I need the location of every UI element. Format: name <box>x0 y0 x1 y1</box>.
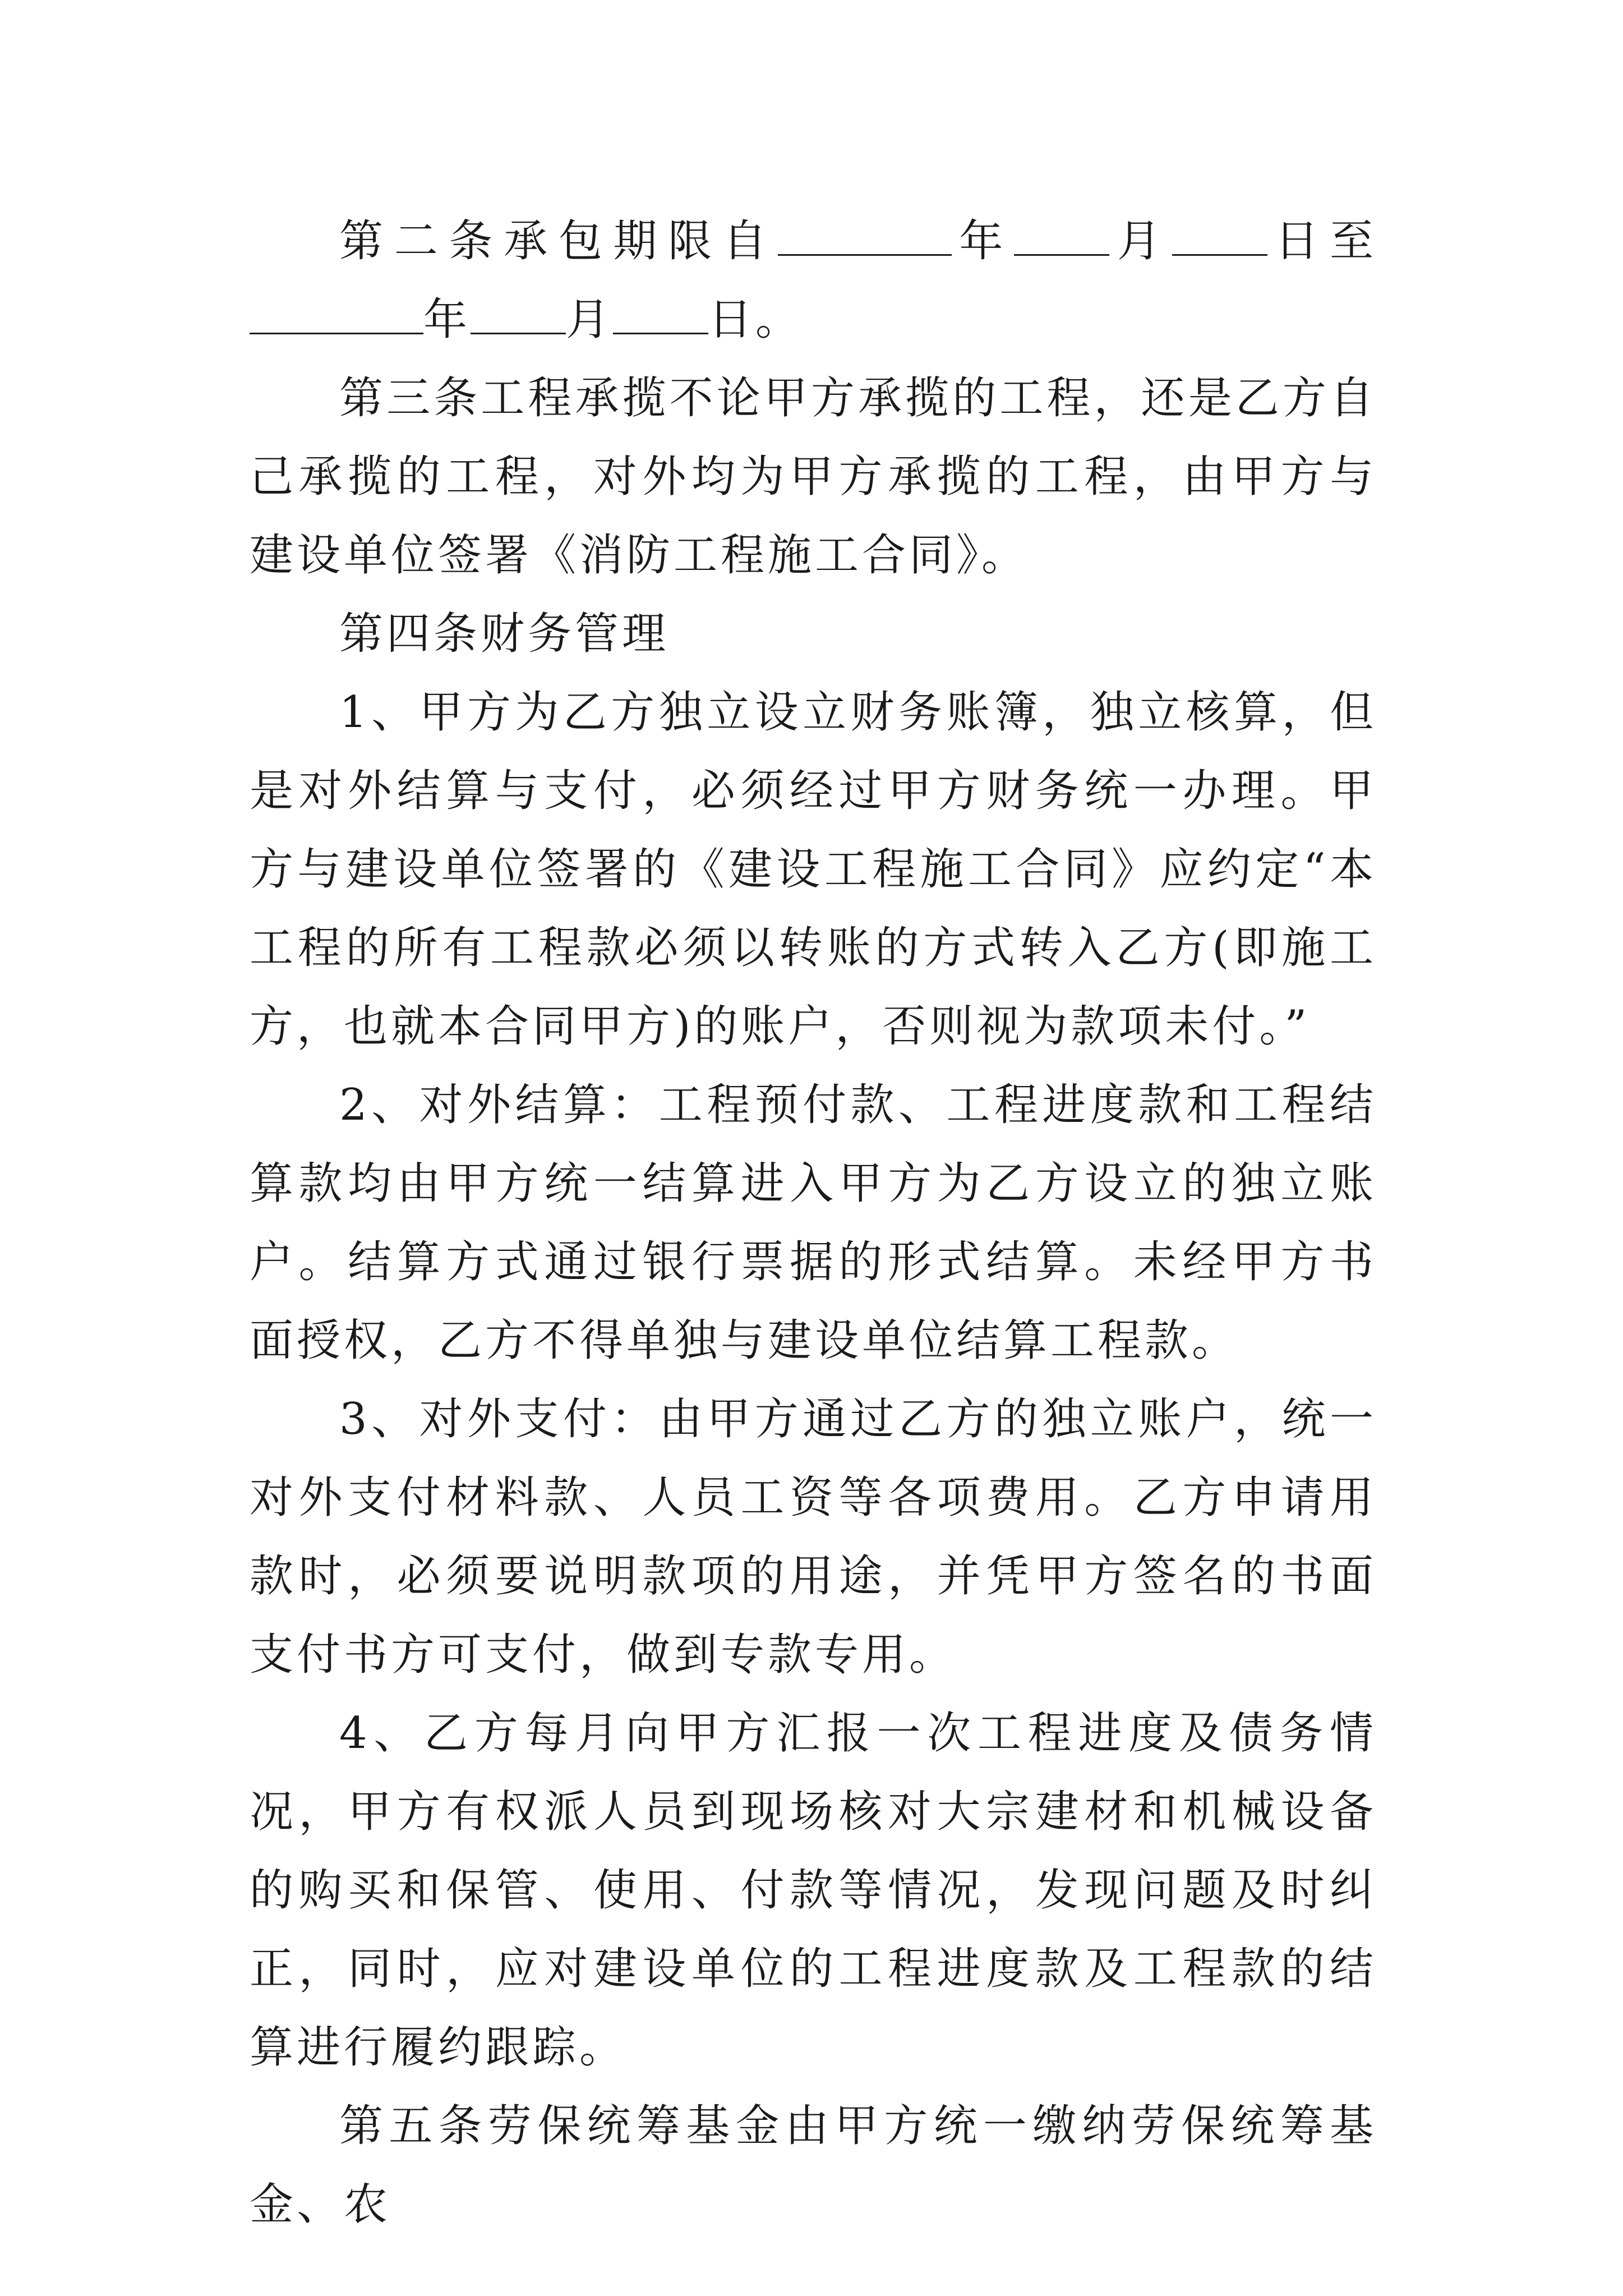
blank-start-year <box>778 210 952 256</box>
month2-label: 月 <box>566 295 614 345</box>
year-label: 年 <box>951 216 1015 266</box>
article-5-paragraph: 第五条劳保统筹基金由甲方统一缴纳劳保统筹基金、农 <box>250 2101 1377 2230</box>
article-3-paragraph: 第三条工程承揽不论甲方承揽的工程，还是乙方自己承揽的工程，对外均为甲方承揽的工程，由甲方与建设单位签署《消防工程施工合同》。 <box>250 373 1377 581</box>
article-2-term <box>250 202 1377 359</box>
article-2-end: 日。 <box>708 295 803 345</box>
article-4-heading: 第四条财务管理 <box>339 609 670 659</box>
month-label: 月 <box>1109 216 1172 266</box>
blank-end-year <box>250 289 423 334</box>
year2-label: 年 <box>423 295 471 345</box>
article-4-item-2: 2、对外结算：工程预付款、工程进度款和工程结算款均由甲方统一结算进入甲方为乙方设立的独立账户。结算方式通过银行票据的形式结算。未经甲方书面授权，乙方不得单独与建设单位结算工程款。 <box>250 1080 1377 1366</box>
article-4-item-1: 1、甲方为乙方独立设立财务账簿，独立核算，但是对外结算与支付，必须经过甲方财务统一办理。甲方与建设单位签署的《建设工程施工合同》应约定“本工程的所有工程款必须以转账的方式转入乙方(即施工方，也就本合同甲方)的账户，否则视为款项未付。” <box>250 687 1377 1052</box>
blank-end-month <box>471 289 566 334</box>
blank-start-month <box>1014 210 1109 256</box>
blank-end-day <box>613 289 708 334</box>
article-2-prefix: 第二条承包期限自 <box>339 216 778 266</box>
article-4-item-4: 4、乙方每月向甲方汇报一次工程进度及债务情况，甲方有权派人员到现场核对大宗建材和机械设备的购买和保管、使用、付款等情况，发现问题及时纠正，同时，应对建设单位的工程进度款及工程款的结算进行履约跟踪。 <box>250 1708 1377 2073</box>
document-body <box>250 202 1377 2244</box>
article-4-item-3: 3、对外支付：由甲方通过乙方的独立账户，统一对外支付材料款、人员工资等各项费用。乙方申请用款时，必须要说明款项的用途，并凭甲方签名的书面支付书方可支付，做到专款专用。 <box>250 1394 1377 1680</box>
blank-start-day <box>1172 210 1267 256</box>
day-to-label: 日至 <box>1267 216 1377 266</box>
